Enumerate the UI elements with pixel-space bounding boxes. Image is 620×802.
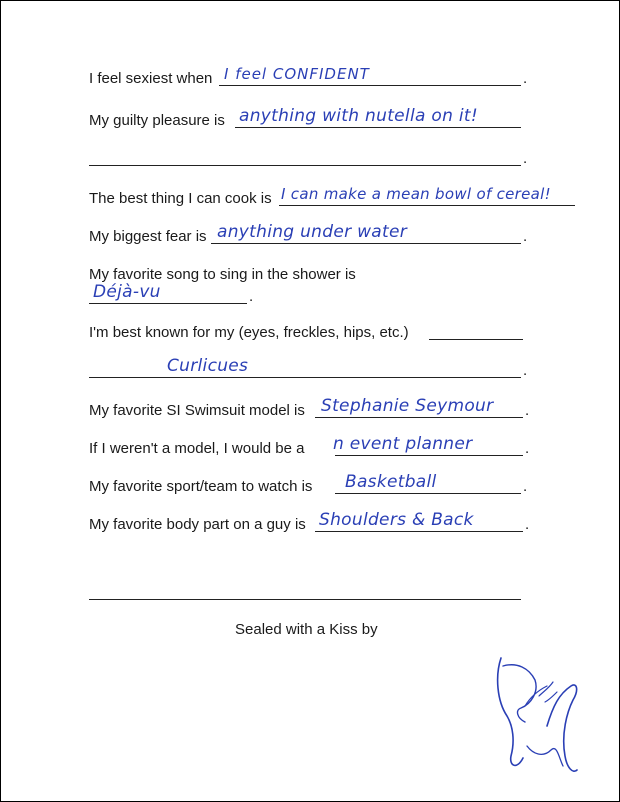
handwritten-answer: Stephanie Seymour <box>321 396 494 416</box>
answer-line <box>279 205 575 206</box>
divider-line <box>89 599 521 600</box>
handwritten-answer: n event planner <box>333 434 473 454</box>
question-prompt: I'm best known for my (eyes, freckles, hips, etc.) <box>89 324 409 341</box>
answer-line <box>315 531 523 532</box>
question-prompt: My favorite sport/team to watch is <box>89 478 313 495</box>
signature-icon <box>487 646 587 786</box>
sealed-label: Sealed with a Kiss by <box>235 621 378 638</box>
answer-line <box>429 339 523 340</box>
answer-line <box>211 243 521 244</box>
handwritten-answer: anything under water <box>217 222 408 242</box>
question-prompt: If I weren't a model, I would be a <box>89 440 305 457</box>
question-prompt: My favorite song to sing in the shower is <box>89 266 356 283</box>
handwritten-answer: Shoulders & Back <box>319 510 474 530</box>
question-prompt: My favorite SI Swimsuit model is <box>89 402 305 419</box>
handwritten-answer: Déjà-vu <box>93 282 161 302</box>
questionnaire-page: I feel sexiest when I feel CONFIDENT . My guilty pleasure is anything with nutella on it! . The best thing I can cook is I can make a mean bowl of cereal! My biggest fear is anything under water . My favorite song to sing in the shower is Déjà-vu . I'm best known for my (eyes, freckles, hips, etc.) Curlicues . My favorite SI Swimsuit model is Stephanie Seymour . If I weren't a model, I would be a n event planner . My favorite sport/team to watch is Basketball . My favorite body part on a guy is Shoulders & Back . Sealed with a Kiss by <box>0 0 620 802</box>
answer-line <box>219 85 521 86</box>
handwritten-answer: anything with nutella on it! <box>239 106 478 126</box>
question-prompt: I feel sexiest when <box>89 70 213 87</box>
answer-line <box>335 493 521 494</box>
handwritten-answer: Curlicues <box>167 356 249 376</box>
answer-line <box>315 417 523 418</box>
question-prompt: My guilty pleasure is <box>89 112 225 129</box>
answer-line <box>89 303 247 304</box>
handwritten-answer: Basketball <box>345 472 437 492</box>
answer-line <box>89 377 521 378</box>
answer-line <box>235 127 521 128</box>
handwritten-answer: I feel CONFIDENT <box>224 65 370 83</box>
answer-line <box>89 165 521 166</box>
question-prompt: My favorite body part on a guy is <box>89 516 306 533</box>
question-prompt: The best thing I can cook is <box>89 190 272 207</box>
question-prompt: My biggest fear is <box>89 228 207 245</box>
handwritten-answer: I can make a mean bowl of cereal! <box>281 185 551 203</box>
answer-line <box>335 455 523 456</box>
